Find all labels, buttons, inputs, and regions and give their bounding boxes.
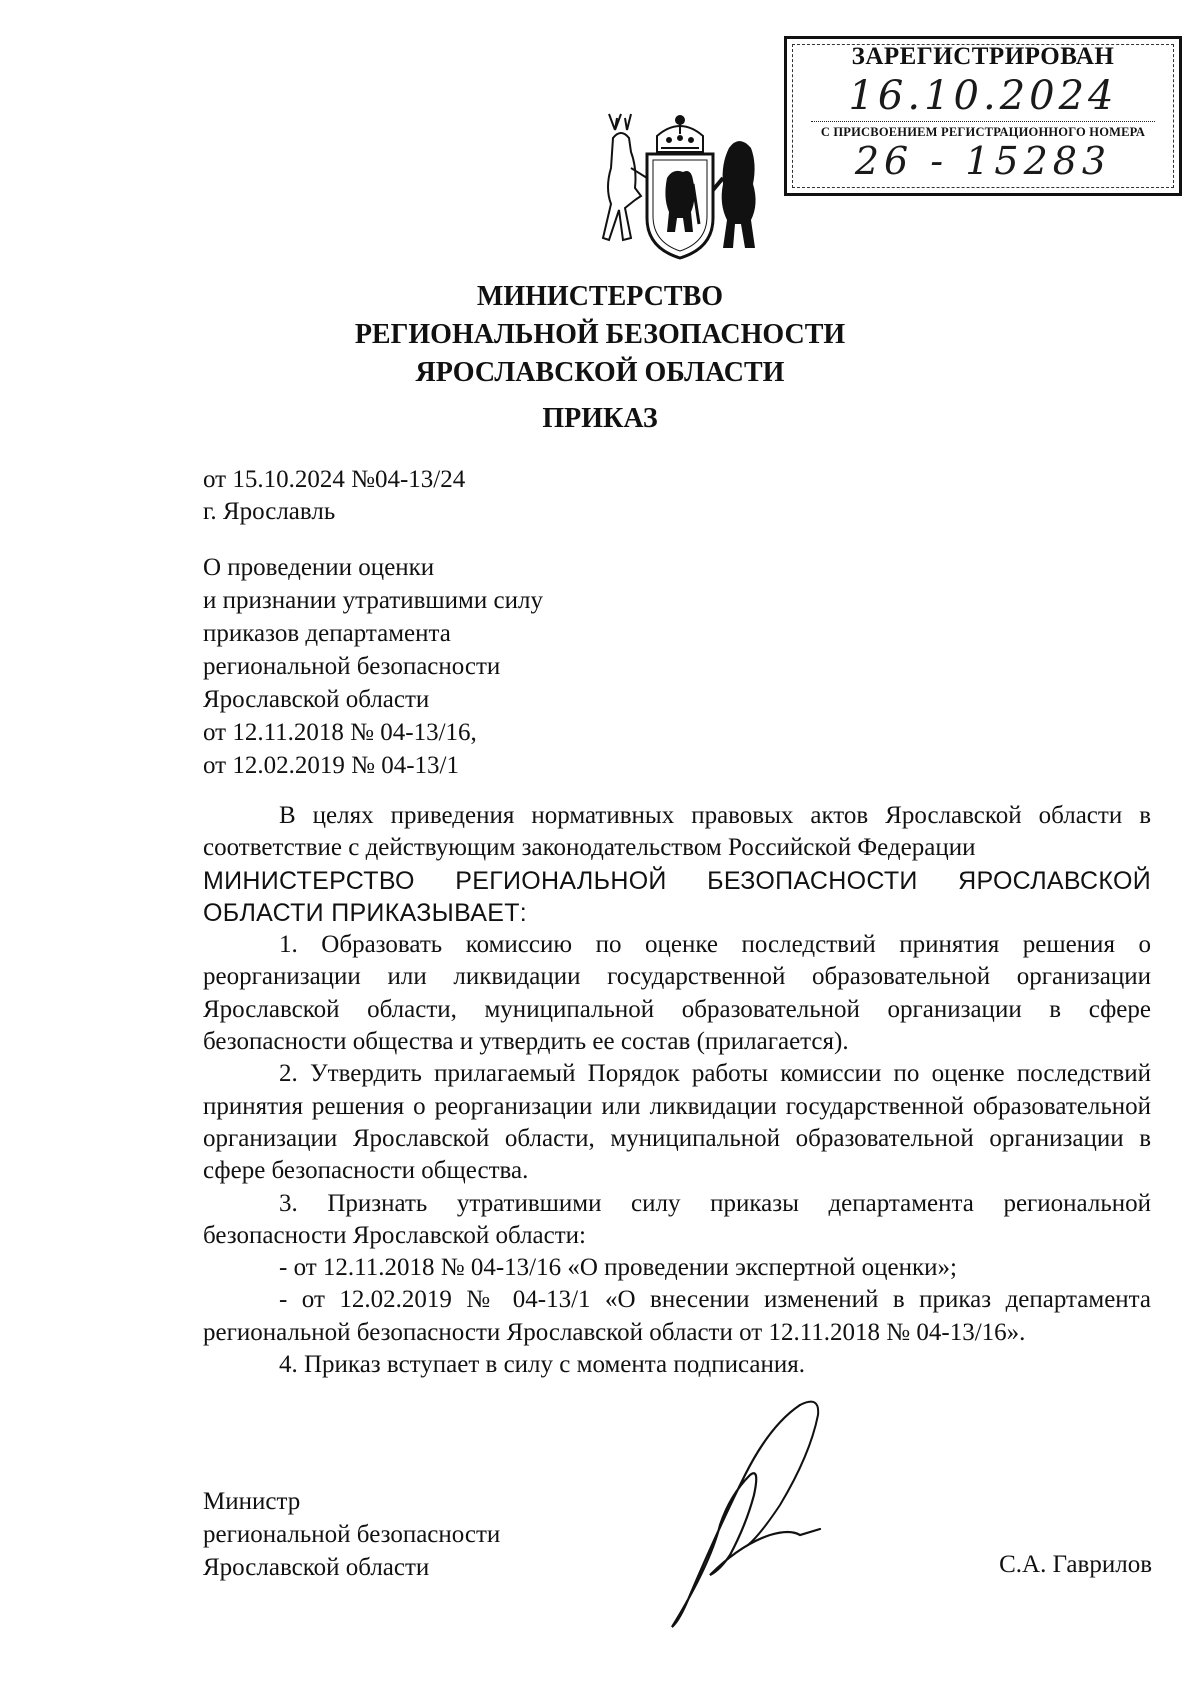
signatory-title: [203, 1485, 500, 1584]
ministry-header-line-2: РЕГИОНАЛЬНОЙ БЕЗОПАСНОСТИ: [354, 319, 846, 350]
preamble-paragraph: В целях приведения нормативных правовых актов Ярославской области в соответствие с действующим законодательством Российской Федерации: [203, 802, 1151, 862]
subject-line: и признании утратившими силу: [203, 587, 543, 614]
registration-stamp: [784, 36, 1182, 196]
order-item-1: 1. Образовать комиссию по оценке последствий принятия решения о реорганизации или ликвидации государственной образовательной организации Ярославской области, муниципальной образовательной организации в сфере безопасности общества и утвердить ее состав (прилагается).: [203, 931, 1151, 1056]
subject-line: от 12.02.2019 № 04-13/1: [203, 752, 459, 779]
subject-line: региональной безопасности: [203, 653, 501, 680]
order-item-3b: - от 12.02.2019 № 04-13/1 «О внесении изменений в приказ департамента региональной безопасности Ярославской области от 12.11.2018 № 04-13/16».: [203, 1286, 1151, 1346]
document-type-title: ПРИКАЗ: [542, 403, 658, 434]
handwritten-signature: [650, 1395, 910, 1635]
order-item-2: 2. Утвердить прилагаемый Порядок работы комиссии по оценке последствий принятия решения о реорганизации или ликвидации государственной образовательной организации Ярославской области, муниципальной образовательной организации в сфере безопасности общества.: [203, 1060, 1151, 1185]
ministry-header-line-1: МИНИСТЕРСТВО: [476, 281, 724, 312]
coat-of-arms-emblem: [595, 108, 765, 266]
ministry-header: [0, 278, 1200, 392]
order-body: [203, 800, 1151, 1381]
ministry-header-line-3: ЯРОСЛАВСКОЙ ОБЛАСТИ: [415, 357, 785, 388]
subject-line: от 12.11.2018 № 04-13/16,: [203, 719, 477, 746]
order-city: г. Ярославль: [203, 498, 336, 525]
signatory-title-line-2: региональной безопасности: [203, 1521, 501, 1548]
order-date-number: от 15.10.2024 №04-13/24: [203, 466, 466, 493]
stamp-number: 26 - 15283: [854, 139, 1112, 183]
signatory-name: С.А. Гаврилов: [999, 1551, 1152, 1578]
subject-line: Ярославской области: [203, 686, 430, 713]
stamp-caption: С ПРИСВОЕНИЕМ РЕГИСТРАЦИОННОГО НОМЕРА: [820, 125, 1146, 139]
stamp-date: 16.10.2024: [848, 73, 1118, 119]
subject-line: приказов департамента: [203, 620, 451, 647]
order-item-3: 3. Признать утратившими силу приказы департамента региональной безопасности Ярославской области:: [203, 1189, 1151, 1249]
order-item-3a: - от 12.11.2018 № 04-13/16 «О проведении экспертной оценки»;: [279, 1254, 957, 1282]
directive-paragraph: МИНИСТЕРСТВО РЕГИОНАЛЬНОЙ БЕЗОПАСНОСТИ ЯРОСЛАВСКОЙ ОБЛАСТИ ПРИКАЗЫВАЕТ:: [203, 866, 1151, 927]
signatory-title-line-3: Ярославской области: [203, 1554, 430, 1581]
stamp-title: ЗАРЕГИСТРИРОВАН: [851, 43, 1115, 70]
order-item-4: 4. Приказ вступает в силу с момента подписания.: [279, 1351, 805, 1379]
subject-line: О проведении оценки: [203, 554, 435, 581]
signatory-title-line-1: Министр: [203, 1488, 301, 1515]
order-subject: [203, 551, 543, 782]
stamp-underline: [811, 121, 1155, 122]
